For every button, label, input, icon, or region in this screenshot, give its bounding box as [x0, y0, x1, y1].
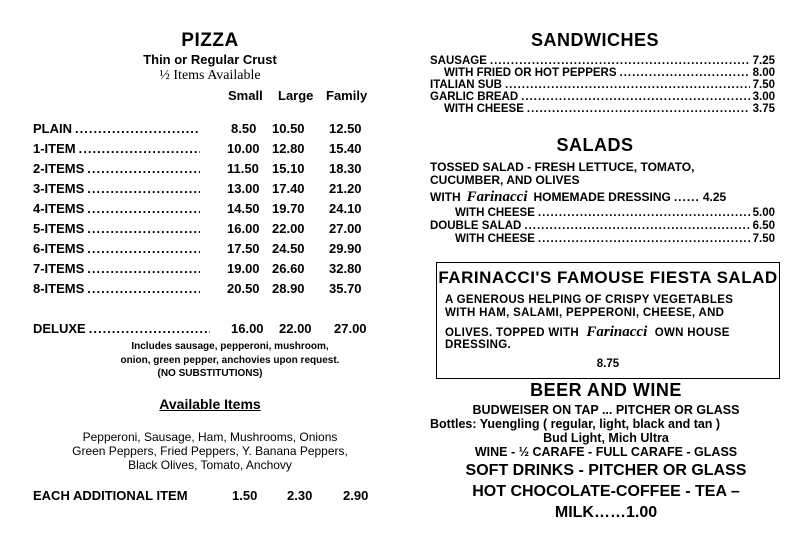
additional-item-label: EACH ADDITIONAL ITEM: [33, 488, 188, 503]
leader-dots: [538, 233, 750, 245]
pizza-row: [33, 181, 203, 196]
salad-price: 6.50: [752, 220, 775, 232]
leader-dots: [79, 141, 200, 156]
sandwich-row: [430, 79, 775, 91]
fiesta-description: DRESSING.: [445, 339, 511, 351]
deluxe-price-small: 16.00: [231, 321, 264, 336]
salad-homemade-row: [430, 189, 770, 206]
pizza-price-large: 15.10: [272, 161, 305, 176]
beer-line: BUDWEISER ON TAP ... PITCHER OR GLASS: [472, 403, 740, 417]
pizza-price-large: 10.50: [272, 121, 305, 136]
salad-description: TOSSED SALAD - FRESH LETTUCE, TOMATO,: [430, 160, 695, 174]
pizza-price-small: 20.50: [227, 281, 260, 296]
pizza-price-large: 28.90: [272, 281, 305, 296]
deluxe-note: onion, green pepper, anchovies upon request.: [120, 355, 340, 366]
size-large: Large: [278, 88, 314, 103]
sandwich-price: 3.75: [752, 103, 775, 115]
milk-line: MILK……1.00: [554, 504, 658, 521]
salad-price: 7.50: [752, 233, 775, 245]
beer-wine-title: BEER AND WINE: [530, 380, 682, 400]
pizza-subtitle: Thin or Regular Crust: [143, 52, 277, 67]
pizza-row: [33, 121, 203, 136]
size-family: Family: [326, 88, 368, 103]
deluxe-price-family: 27.00: [334, 321, 367, 336]
homemade-dressing-label: HOMEMADE DRESSING: [533, 190, 671, 204]
wine-line: WINE - ½ CARAFE - FULL CARAFE - GLASS: [474, 445, 738, 459]
pizza-row-label: 2-ITEMS: [33, 161, 85, 176]
pizza-price-family: 24.10: [329, 201, 362, 216]
additional-price-large: 2.30: [287, 488, 313, 503]
fiesta-description: A GENEROUS HELPING OF CRISPY VEGETABLES: [445, 294, 734, 306]
salad-description: CUCUMBER, AND OLIVES: [430, 173, 580, 187]
leader-dots: [674, 190, 700, 204]
pizza-price-small: 13.00: [227, 181, 260, 196]
pizza-price-family: 35.70: [329, 281, 362, 296]
fiesta-line3-end: OWN HOUSE: [654, 327, 730, 339]
farinacci-signature: Farinacci: [586, 324, 648, 340]
pizza-price-large: 19.70: [272, 201, 305, 216]
leader-dots: [620, 67, 750, 79]
pizza-price-small: 10.00: [227, 141, 260, 156]
hot-drinks-line: HOT CHOCOLATE-COFFEE - TEA –: [472, 483, 740, 500]
salad-price: 5.00: [752, 207, 775, 219]
sandwich-label: WITH CHEESE: [444, 103, 524, 115]
pizza-row-label: 5-ITEMS: [33, 221, 85, 236]
fiesta-line3-start: OLIVES. TOPPED WITH: [445, 327, 579, 339]
pizza-row: [33, 281, 203, 296]
leader-dots: [87, 281, 200, 296]
pizza-row-label: 6-ITEMS: [33, 241, 85, 256]
fiesta-price: 8.75: [596, 358, 620, 370]
sandwiches-title: SANDWICHES: [530, 30, 659, 50]
pizza-price-small: 16.00: [227, 221, 260, 236]
leader-dots: [87, 221, 200, 236]
salad-row: [455, 233, 775, 245]
pizza-price-large: 26.60: [272, 261, 305, 276]
sandwich-row: [444, 103, 775, 115]
pizza-price-family: 18.30: [329, 161, 362, 176]
sandwich-label: ITALIAN SUB: [430, 79, 502, 91]
leader-dots: [524, 220, 749, 232]
deluxe-row: [33, 321, 213, 336]
deluxe-label: DELUXE: [33, 321, 86, 336]
leader-dots: [87, 261, 200, 276]
salad-label: WITH CHEESE: [455, 207, 535, 219]
with-label: WITH: [430, 190, 461, 204]
pizza-price-small: 8.50: [231, 121, 257, 136]
sandwich-label: GARLIC BREAD: [430, 91, 519, 103]
pizza-price-small: 11.50: [227, 161, 259, 176]
deluxe-note: Includes sausage, pepperoni, mushroom,: [131, 341, 329, 352]
pizza-row-label: 7-ITEMS: [33, 261, 85, 276]
sandwich-price: 8.00: [752, 67, 775, 79]
half-items-note: ½ Items Available: [159, 68, 261, 83]
salad-label: DOUBLE SALAD: [430, 220, 522, 232]
deluxe-price-large: 22.00: [279, 321, 312, 336]
pizza-row: [33, 141, 203, 156]
fiesta-description: WITH HAM, SALAMI, PEPPERONI, CHEESE, AND: [445, 307, 725, 319]
leader-dots: [521, 91, 749, 103]
pizza-price-large: 17.40: [272, 181, 305, 196]
pizza-row-label: 1-ITEM: [33, 141, 76, 156]
pizza-price-small: 14.50: [227, 201, 260, 216]
pizza-price-small: 19.00: [227, 261, 260, 276]
fiesta-title: FARINACCI'S FAMOUSE FIESTA SALAD: [438, 268, 778, 287]
additional-price-small: 1.50: [232, 488, 258, 503]
no-substitutions-note: (NO SUBSTITUTIONS): [157, 368, 263, 379]
leader-dots: [490, 55, 750, 67]
leader-dots: [75, 121, 200, 136]
pizza-row-label: 8-ITEMS: [33, 281, 85, 296]
pizza-price-family: 21.20: [329, 181, 362, 196]
pizza-price-small: 17.50: [227, 241, 260, 256]
available-items-line: Black Olives, Tomato, Anchovy: [128, 458, 292, 472]
fiesta-salad-box: [436, 262, 780, 379]
size-small: Small: [228, 88, 263, 103]
sandwich-label: SAUSAGE: [430, 55, 487, 67]
beer-line: Bud Light, Mich Ultra: [543, 431, 669, 445]
pizza-row: [33, 261, 203, 276]
pizza-row: [33, 201, 203, 216]
pizza-row: [33, 161, 203, 176]
pizza-row-label: PLAIN: [33, 121, 72, 136]
pizza-row: [33, 241, 203, 256]
leader-dots: [538, 207, 750, 219]
pizza-row: [33, 221, 203, 236]
pizza-price-family: 12.50: [329, 121, 362, 136]
sandwich-price: 3.00: [752, 91, 775, 103]
sandwich-price: 7.25: [752, 55, 775, 67]
leader-dots: [87, 241, 200, 256]
leader-dots: [87, 181, 200, 196]
pizza-title: PIZZA: [181, 30, 239, 51]
pizza-row-label: 4-ITEMS: [33, 201, 85, 216]
salad-label: WITH CHEESE: [455, 233, 535, 245]
leader-dots: [527, 103, 750, 115]
pizza-price-large: 12.80: [272, 141, 305, 156]
available-items-line: Green Peppers, Fried Peppers, Y. Banana Peppers,: [72, 444, 348, 458]
salad-row: [430, 220, 775, 232]
additional-price-family: 2.90: [343, 488, 369, 503]
leader-dots: [505, 79, 750, 91]
sandwich-row: [430, 91, 775, 103]
pizza-row-label: 3-ITEMS: [33, 181, 85, 196]
pizza-price-family: 32.80: [329, 261, 362, 276]
available-items-line: Pepperoni, Sausage, Ham, Mushrooms, Onions: [82, 430, 338, 444]
sandwich-row: [430, 55, 775, 67]
sandwich-label: WITH FRIED OR HOT PEPPERS: [444, 67, 617, 79]
pizza-price-family: 15.40: [329, 141, 362, 156]
sandwich-row: [444, 67, 775, 79]
pizza-price-family: 29.90: [329, 241, 362, 256]
farinacci-signature: Farinacci: [466, 189, 528, 205]
leader-dots: [87, 161, 200, 176]
sandwich-price: 7.50: [752, 79, 775, 91]
available-items-title: Available Items: [159, 396, 261, 412]
homemade-price: 4.25: [702, 190, 727, 204]
pizza-price-large: 24.50: [272, 241, 305, 256]
salads-title: SALADS: [556, 135, 634, 155]
pizza-price-large: 22.00: [272, 221, 305, 236]
leader-dots: [89, 321, 210, 336]
soft-drinks-line: SOFT DRINKS - PITCHER OR GLASS: [465, 462, 747, 479]
leader-dots: [87, 201, 200, 216]
salad-row: [455, 207, 775, 219]
beer-line: Bottles: Yuengling ( regular, light, black and tan ): [430, 417, 721, 431]
pizza-price-family: 27.00: [329, 221, 362, 236]
